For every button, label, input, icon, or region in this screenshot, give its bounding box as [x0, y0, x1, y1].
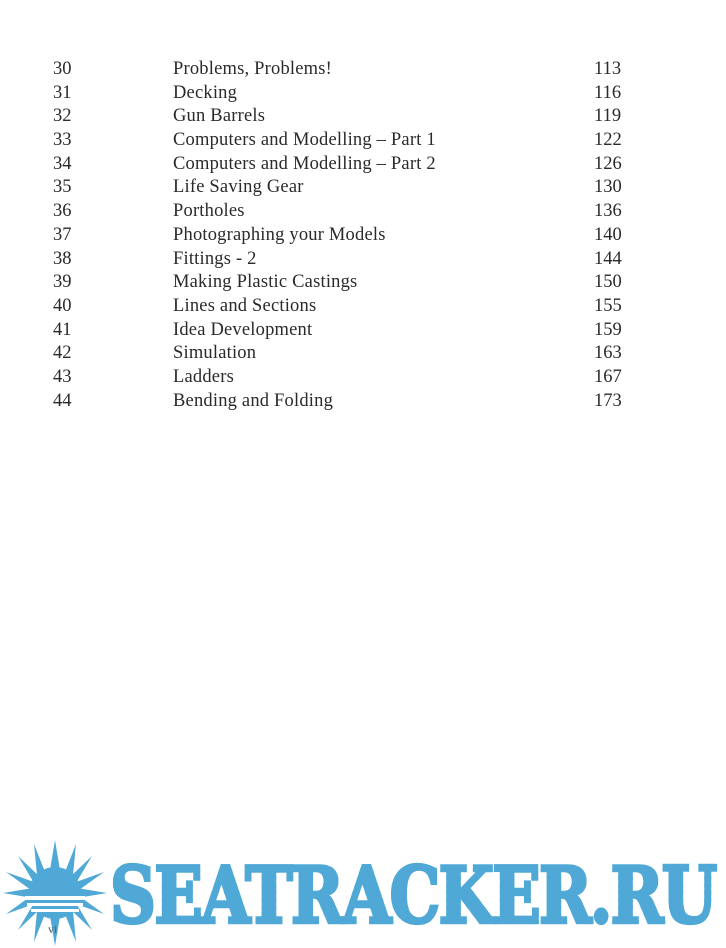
- chapter-title: Simulation: [173, 343, 257, 364]
- chapter-number: 32: [53, 106, 72, 127]
- toc-entry: [0, 342, 726, 366]
- chapter-number: 30: [53, 59, 72, 79]
- chapter-title: Life Saving Gear: [173, 177, 304, 198]
- toc-entry: [0, 224, 726, 248]
- chapter-page: 167: [594, 366, 622, 387]
- chapter-number: 44: [53, 390, 72, 411]
- toc-entry: [0, 58, 726, 82]
- chapter-title: Photographing your Models: [173, 224, 386, 245]
- chapter-title: Bending and Folding: [173, 390, 334, 411]
- chapter-title: Making Plastic Castings: [173, 272, 358, 293]
- chapter-title: Ladders: [173, 366, 234, 387]
- chapter-page: 150: [594, 272, 622, 293]
- chapter-number: 31: [53, 82, 72, 103]
- chapter-number: 41: [53, 319, 72, 340]
- page-number: vi: [48, 922, 58, 936]
- toc-entry: [0, 153, 726, 177]
- chapter-page: 140: [594, 224, 622, 245]
- chapter-page: 116: [594, 82, 622, 103]
- chapter-title: Portholes: [173, 201, 245, 222]
- watermark-text: SEATRACKER.RU: [110, 850, 716, 942]
- toc-entry: [0, 319, 726, 343]
- toc-entry: [0, 366, 726, 390]
- chapter-page: 126: [594, 153, 622, 174]
- chapter-number: 36: [53, 201, 72, 222]
- chapter-number: 42: [53, 343, 72, 364]
- chapter-number: 33: [53, 130, 72, 151]
- chapter-page: 159: [594, 319, 622, 340]
- chapter-page: 122: [594, 130, 622, 151]
- chapter-page: 119: [594, 106, 622, 127]
- chapter-number: 37: [53, 224, 72, 245]
- chapter-number: 43: [53, 366, 72, 387]
- chapter-title: Computers and Modelling – Part 1: [173, 130, 436, 151]
- chapter-page: 163: [594, 343, 622, 364]
- toc-entry: [0, 390, 726, 414]
- toc-entry: [0, 200, 726, 224]
- chapter-title: Idea Development: [173, 319, 313, 340]
- chapter-number: 34: [53, 153, 72, 174]
- toc-entry: [0, 295, 726, 319]
- toc-entry: [0, 248, 726, 272]
- toc-entry: [0, 105, 726, 129]
- chapter-number: 39: [53, 272, 72, 293]
- table-of-contents: [0, 58, 726, 413]
- chapter-page: 144: [594, 248, 622, 269]
- chapter-page: 173: [594, 390, 622, 411]
- chapter-title: Gun Barrels: [173, 106, 266, 127]
- chapter-page: 136: [594, 201, 622, 222]
- chapter-title: Decking: [173, 82, 238, 103]
- watermark: [0, 838, 726, 948]
- chapter-title: Fittings - 2: [173, 248, 257, 269]
- toc-entry: [0, 129, 726, 153]
- chapter-number: 35: [53, 177, 72, 198]
- chapter-page: 130: [594, 177, 622, 198]
- chapter-title: Computers and Modelling – Part 2: [173, 153, 436, 174]
- toc-entry: [0, 271, 726, 295]
- chapter-page: 155: [594, 295, 622, 316]
- toc-entry: [0, 82, 726, 106]
- chapter-number: 38: [53, 248, 72, 269]
- toc-entry: [0, 176, 726, 200]
- chapter-title: Lines and Sections: [173, 295, 317, 316]
- chapter-number: 40: [53, 295, 72, 316]
- chapter-page: 113: [594, 59, 622, 79]
- chapter-title: Problems, Problems!: [173, 59, 332, 79]
